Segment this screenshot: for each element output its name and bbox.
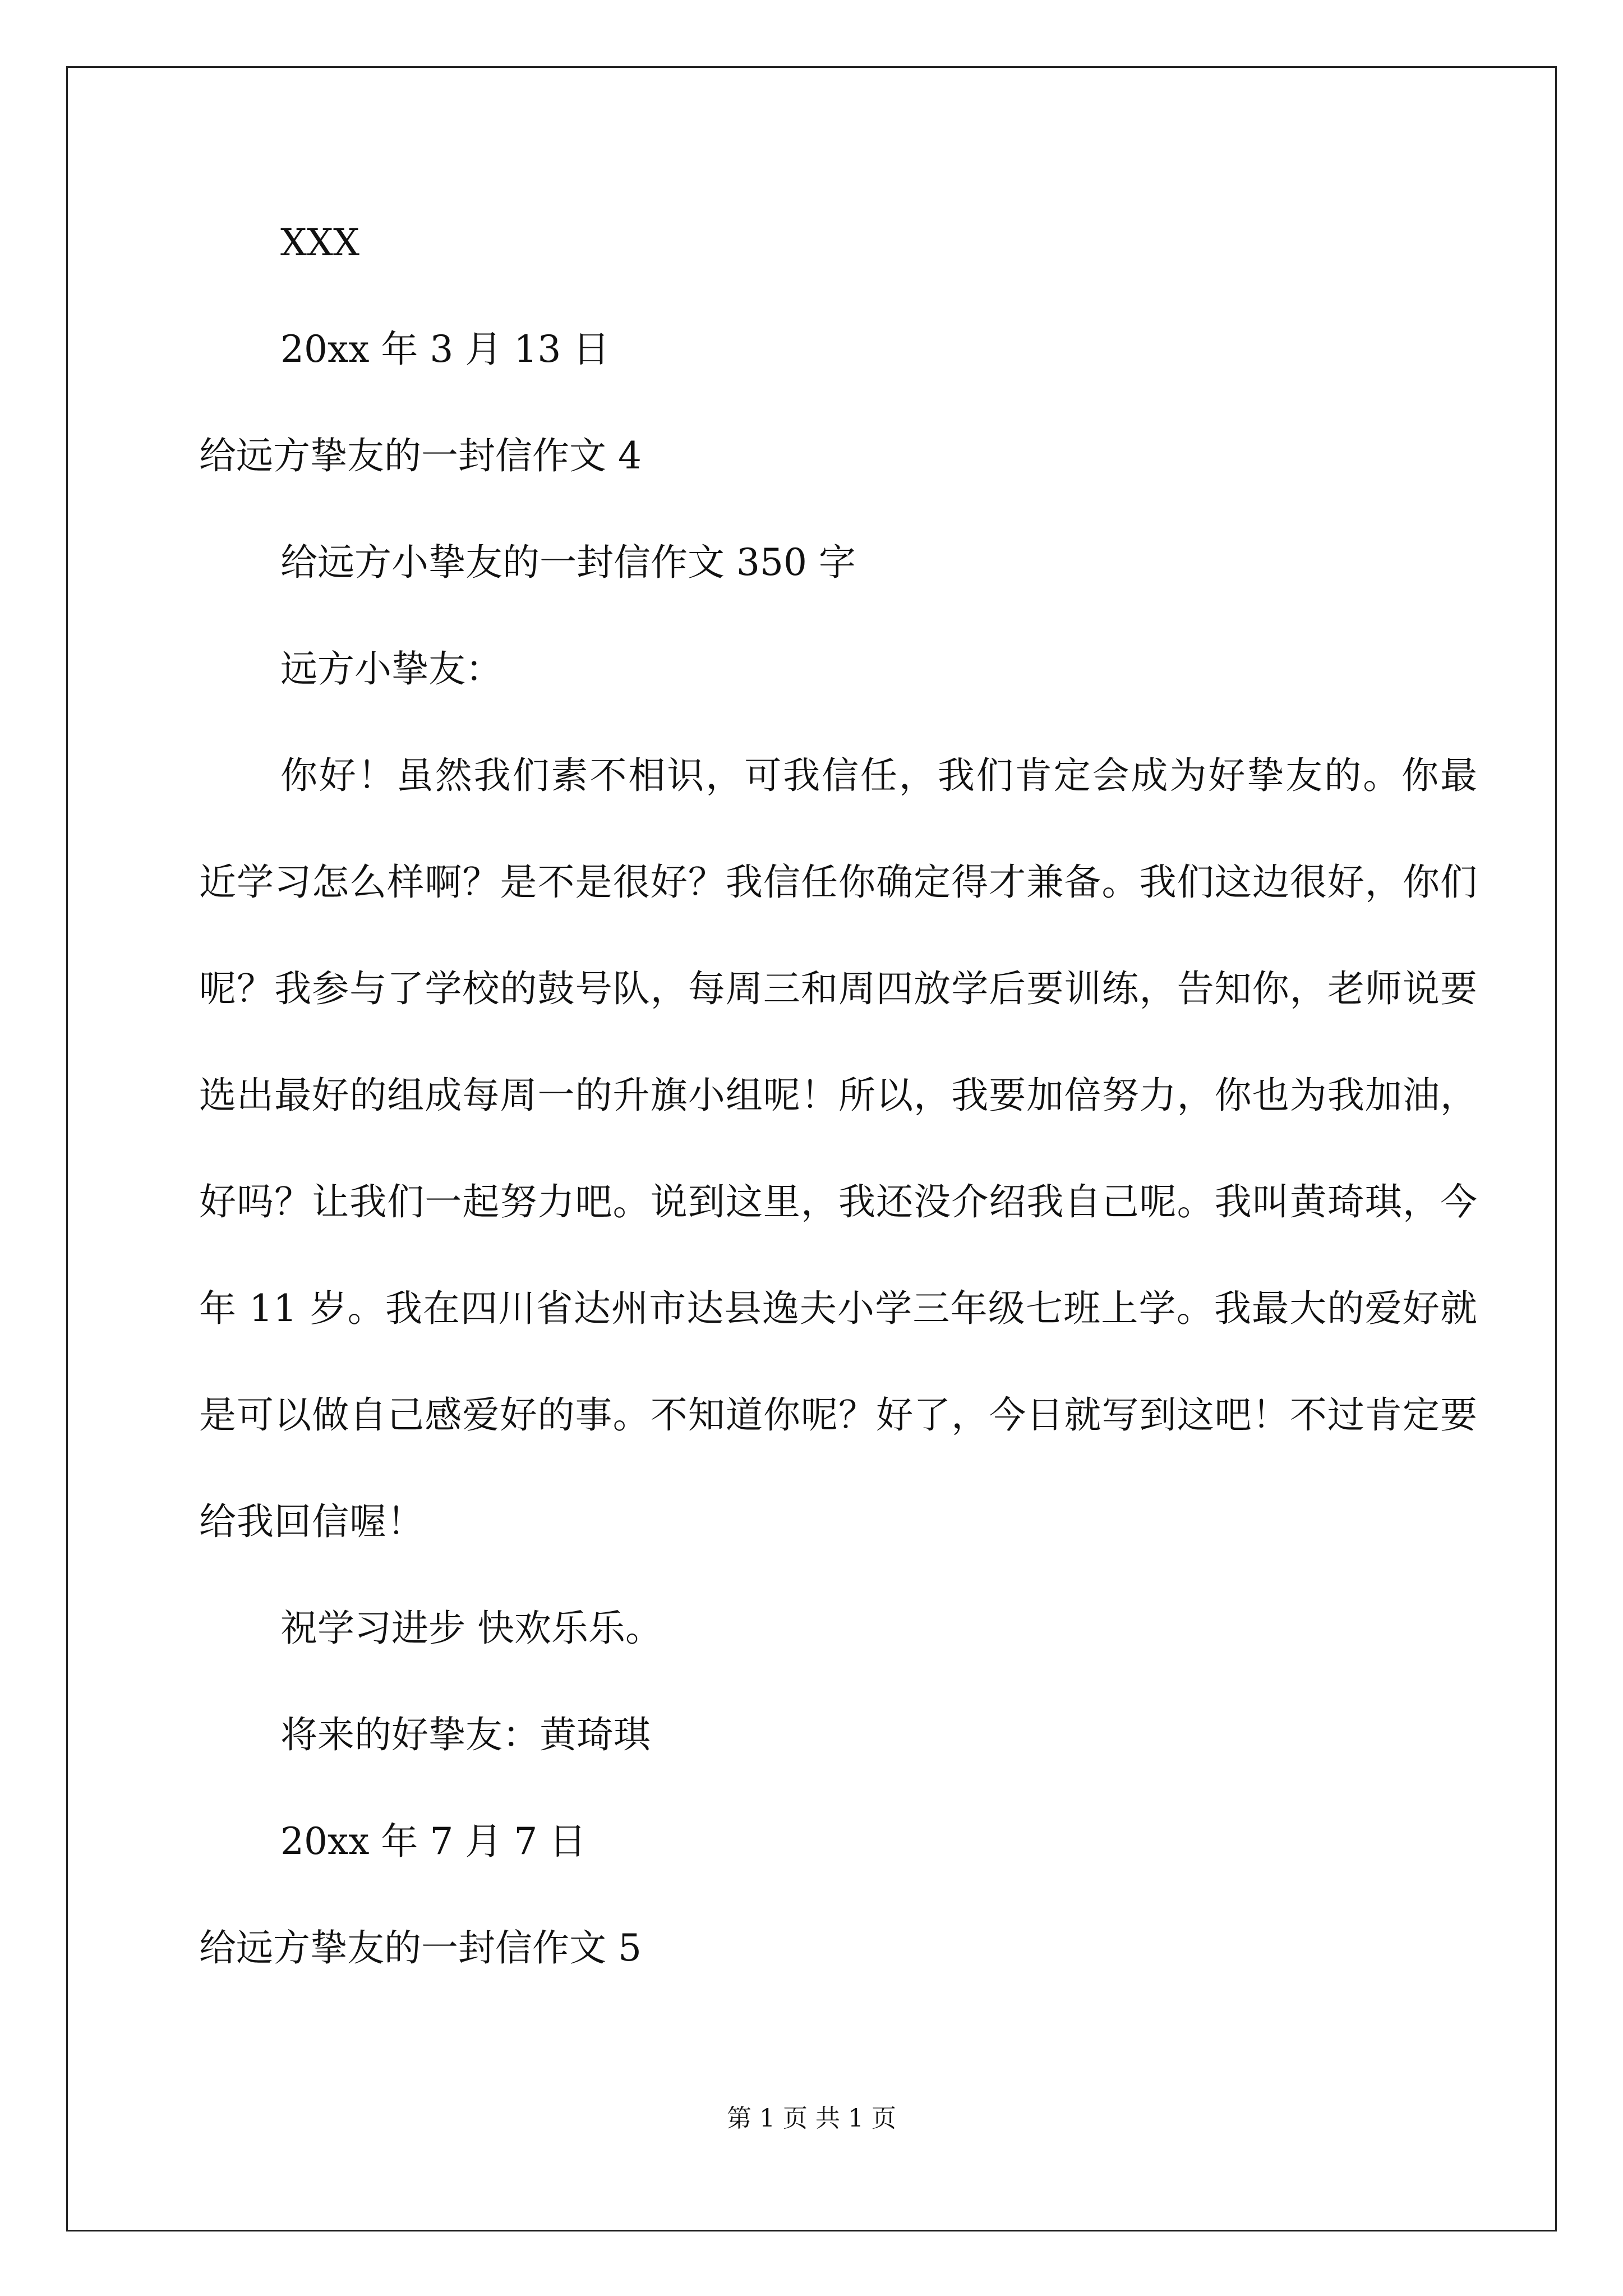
- letter-date: 20xx 年 3 月 13 日: [280, 328, 610, 371]
- body-paragraph: 你好！虽然我们素不相识，可我信任，我们肯定会成为好挚友的。你最近学习怎么样啊？是不是很好？我信任你确定得才兼备。我们这边很好，你们呢？我参与了学校的鼓号队，每周三和周四放学后要训练，告知你，老师说要选出最好的组成每周一的升旗小组呢！所以，我要加倍努力，你也为我加油，好吗？让我们一起努力吧。说到这里，我还没介绍我自己呢。我叫黄琦琪，今年 11 岁。我在四川省达州市达县逸夫小学三年级七班上学。我最大的爱好就是可以做自己感爱好的事。不知道你呢？好了，今日就写到这吧！不过肯定要给我回信喔！: [199, 754, 1478, 1543]
- section-heading: 给远方挚友的一封信作文 4: [199, 434, 642, 477]
- signoff: 将来的好挚友：黄琦琪: [280, 1713, 651, 1756]
- letter-date-2: 20xx 年 7 月 7 日: [280, 1820, 587, 1863]
- section-heading-next: 给远方挚友的一封信作文 5: [199, 1926, 642, 1970]
- salutation: 远方小挚友：: [280, 647, 502, 691]
- document-body: [199, 221, 1478, 2036]
- closing-wish: 祝学习进步 快欢乐乐。: [280, 1607, 662, 1650]
- page-footer: 第 1 页 共 1 页: [727, 2104, 896, 2133]
- letter-title: 给远方小挚友的一封信作文 350 字: [280, 541, 856, 584]
- signature-name: XXX: [280, 221, 359, 264]
